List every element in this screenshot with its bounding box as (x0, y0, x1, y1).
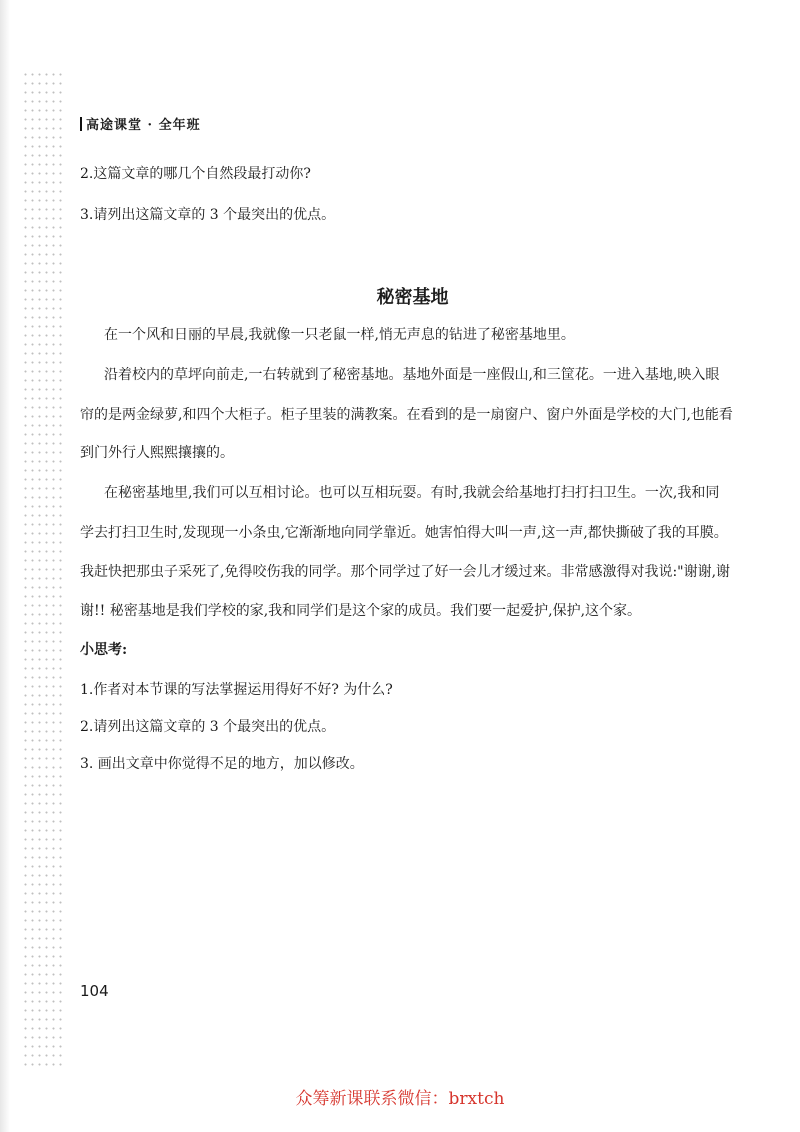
header-text: 高途课堂 · 全年班 (86, 118, 201, 133)
footer-contact: 众筹新课联系微信：brxtch (295, 1089, 505, 1109)
question-2: 2.这篇文章的哪几个自然段最打动你? (80, 166, 311, 182)
dot-margin-decoration (22, 70, 66, 1070)
para-2-line-2: 帘的是两金绿萝,和四个大柜子。柜子里装的满教案。在看到的是一扇窗户、窗户外面是学校的大门,也能看 (80, 407, 733, 423)
page-edge-shadow (0, 0, 10, 1132)
think-question-2: 2.请列出这篇文章的 3 个最突出的优点。 (80, 719, 336, 735)
question-3: 3.请列出这篇文章的 3 个最突出的优点。 (80, 207, 336, 223)
para-3-line-1: 在秘密基地里,我们可以互相讨论。也可以互相玩耍。有时,我就会给基地打扫打扫卫生。一次,我和同 (104, 485, 720, 501)
running-header (80, 114, 201, 133)
think-question-3: 3. 画出文章中你觉得不足的地方，加以修改。 (80, 756, 364, 772)
header-bar (80, 117, 82, 131)
para-2-line-1: 沿着校内的草坪向前走,一右转就到了秘密基地。基地外面是一座假山,和三筐花。一进入基地,映入眼 (104, 367, 720, 383)
article-title: 秘密基地 (376, 287, 449, 308)
para-3-line-3: 我赶快把那虫子采死了,免得咬伤我的同学。那个同学过了好一会儿才缓过来。非常感激得对我说:"谢谢,谢 (80, 564, 731, 580)
page-number: 104 (80, 982, 109, 1000)
think-question-1: 1.作者对本节课的写法掌握运用得好不好? 为什么? (80, 682, 393, 698)
para-1-line-1: 在一个风和日丽的早晨,我就像一只老鼠一样,悄无声息的钻进了秘密基地里。 (104, 327, 575, 343)
para-2-line-3: 到门外行人熙熙攘攘的。 (80, 445, 234, 461)
para-3-line-4: 谢!! 秘密基地是我们学校的家,我和同学们是这个家的成员。我们要一起爱护,保护,这个家。 (80, 603, 642, 619)
think-label: 小思考: (80, 642, 128, 658)
para-3-line-2: 学去打扫卫生时,发现现一小条虫,它渐渐地向同学靠近。她害怕得大叫一声,这一声,都快撕破了我的耳膜。 (80, 525, 728, 541)
